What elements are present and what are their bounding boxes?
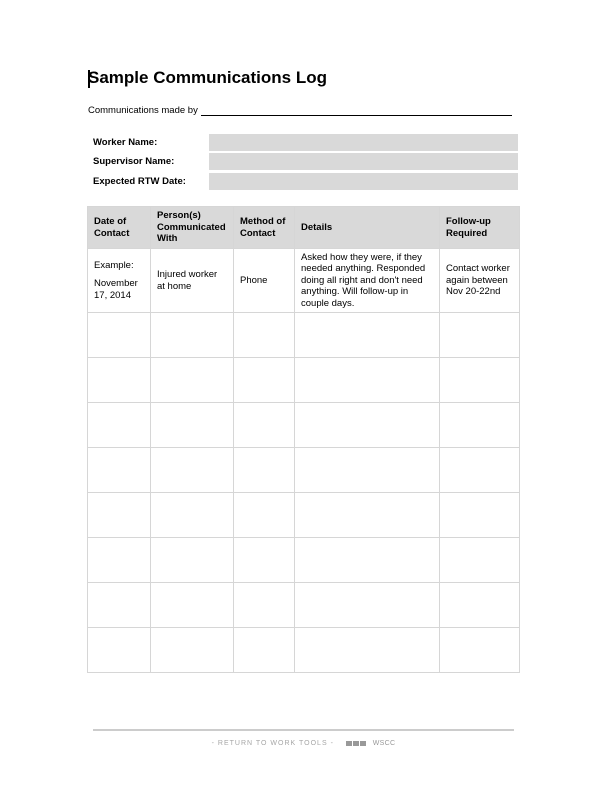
date-cell[interactable]: [88, 538, 151, 583]
followup-cell[interactable]: [440, 583, 520, 628]
method-cell[interactable]: [234, 448, 295, 493]
details-cell[interactable]: [295, 628, 440, 673]
example-method-cell: Phone: [234, 249, 295, 313]
example-details-cell: Asked how they were, if they needed anything. Responded doing all right and don't need anything. Will follow-up in couple days.: [295, 249, 440, 313]
person-cell[interactable]: [151, 628, 234, 673]
person-cell[interactable]: [151, 493, 234, 538]
followup-cell[interactable]: [440, 403, 520, 448]
example-date: November 17, 2014: [94, 277, 138, 301]
example-followup-cell: Contact worker again between Nov 20-22nd: [440, 249, 520, 313]
person-cell[interactable]: [151, 358, 234, 403]
table-header-row: [88, 207, 520, 249]
details-cell[interactable]: [295, 403, 440, 448]
date-cell[interactable]: [88, 403, 151, 448]
header-followup: Follow-up Required: [440, 207, 520, 249]
communications-log-table: [87, 206, 520, 673]
table-row: [88, 628, 520, 673]
example-label: Example:: [94, 259, 134, 271]
worker-name-row: [88, 133, 518, 151]
header-method: Method of Contact: [234, 207, 295, 249]
method-cell[interactable]: [234, 403, 295, 448]
example-date-cell: [88, 249, 151, 313]
details-cell[interactable]: [295, 538, 440, 583]
date-cell[interactable]: [88, 313, 151, 358]
rtw-date-label: Expected RTW Date:: [93, 175, 186, 187]
footer-divider: [93, 729, 514, 731]
person-cell[interactable]: [151, 538, 234, 583]
example-person-cell: Injured worker at home: [151, 249, 234, 313]
rtw-date-field[interactable]: [209, 173, 518, 190]
person-cell[interactable]: [151, 313, 234, 358]
details-cell[interactable]: [295, 583, 440, 628]
details-cell[interactable]: [295, 448, 440, 493]
footer-text: - RETURN TO WORK TOOLS -: [211, 740, 334, 747]
details-cell[interactable]: [295, 493, 440, 538]
date-cell[interactable]: [88, 583, 151, 628]
header-person: Person(s) Communicated With: [151, 207, 234, 249]
header-details: Details: [295, 207, 440, 249]
made-by-label: Communications made by: [88, 105, 198, 116]
method-cell[interactable]: [234, 538, 295, 583]
table-row: [88, 538, 520, 583]
supervisor-name-label: Supervisor Name:: [93, 156, 175, 167]
method-cell[interactable]: [234, 493, 295, 538]
date-cell[interactable]: [88, 493, 151, 538]
footer-brand: WSCC: [372, 740, 396, 747]
followup-cell[interactable]: [440, 628, 520, 673]
method-cell[interactable]: [234, 583, 295, 628]
followup-cell[interactable]: [440, 493, 520, 538]
supervisor-name-field[interactable]: [209, 153, 518, 170]
rtw-date-row: [88, 172, 518, 190]
details-cell[interactable]: [295, 358, 440, 403]
person-cell[interactable]: [151, 448, 234, 493]
wscc-logo-icon: [346, 740, 367, 747]
example-row: [88, 249, 520, 313]
followup-cell[interactable]: [440, 538, 520, 583]
footer: [0, 740, 607, 747]
date-cell[interactable]: [88, 358, 151, 403]
worker-info-section: [88, 133, 518, 192]
table-row: [88, 448, 520, 493]
made-by-line: [88, 105, 512, 116]
person-cell[interactable]: [151, 583, 234, 628]
table-row: [88, 493, 520, 538]
followup-cell[interactable]: [440, 448, 520, 493]
method-cell[interactable]: [234, 313, 295, 358]
worker-name-label: Worker Name:: [93, 136, 158, 148]
person-cell[interactable]: [151, 403, 234, 448]
made-by-field[interactable]: [201, 105, 512, 116]
method-cell[interactable]: [234, 358, 295, 403]
worker-name-field[interactable]: [209, 134, 518, 151]
supervisor-name-row: [88, 153, 518, 171]
table-row: [88, 403, 520, 448]
table-row: [88, 313, 520, 358]
followup-cell[interactable]: [440, 313, 520, 358]
page-title: Sample Communications Log: [88, 68, 327, 87]
table-row: [88, 358, 520, 403]
details-cell[interactable]: [295, 313, 440, 358]
followup-cell[interactable]: [440, 358, 520, 403]
date-cell[interactable]: [88, 628, 151, 673]
date-cell[interactable]: [88, 448, 151, 493]
table-row: [88, 583, 520, 628]
method-cell[interactable]: [234, 628, 295, 673]
header-date: Date of Contact: [88, 207, 151, 249]
